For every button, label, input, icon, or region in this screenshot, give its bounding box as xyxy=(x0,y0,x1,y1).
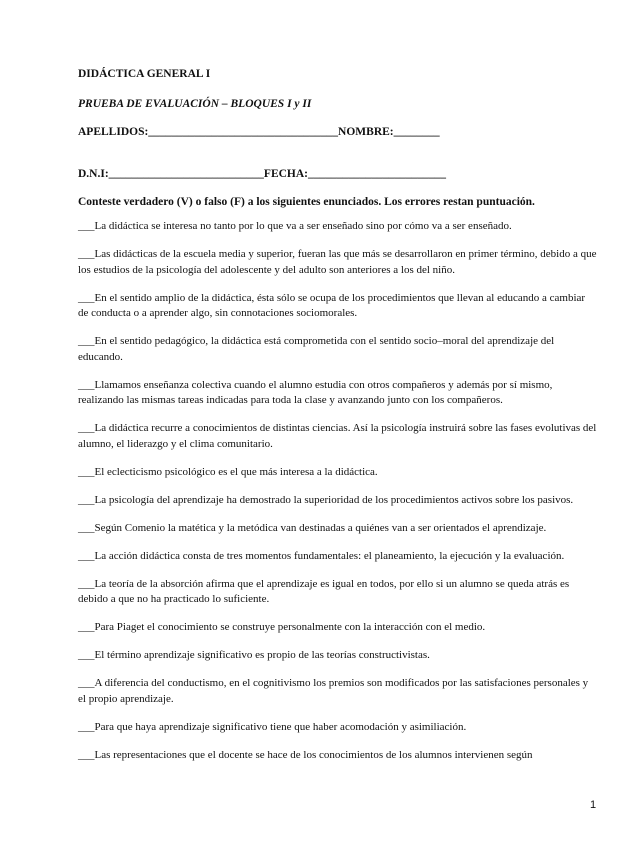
document-title: DIDÁCTICA GENERAL I xyxy=(78,68,211,80)
question-text: Según Comenio la matética y la metódica van destinadas a quiénes van a ser orientados el aprendizaje. xyxy=(94,521,547,534)
answer-blank: ___ xyxy=(78,549,95,562)
question-item xyxy=(78,291,598,322)
question-item xyxy=(78,247,598,278)
answer-blank: ___ xyxy=(78,220,95,232)
question-text: La didáctica se interesa no tanto por lo que va a ser enseñado sino por cómo va a ser enseñado. xyxy=(94,220,512,232)
question-item xyxy=(78,676,598,707)
answer-blank: ___ xyxy=(78,422,95,434)
answer-blank: ___ xyxy=(78,465,95,478)
id-date-fields-line: D.N.I:___________________________FECHA:________________________ xyxy=(78,168,446,180)
question-text: Las representaciones que el docente se hace de los conocimientos de los alumnos intervienen según xyxy=(94,748,533,761)
question-text: En el sentido pedagógico, la didáctica está comprometida con el sentido socio–moral del aprendizaje del educando. xyxy=(78,335,555,363)
question-text: La teoría de la absorción afirma que el aprendizaje es igual en todos, por ello si un alumno se queda atrás es debido a que no ha practicado lo suficiente. xyxy=(78,577,570,605)
document-subtitle: PRUEBA DE EVALUACIÓN – BLOQUES I y II xyxy=(78,98,312,110)
question-text: El término aprendizaje significativo es propio de las teorías constructivistas. xyxy=(94,649,430,661)
question-item xyxy=(78,334,598,365)
question-item xyxy=(78,378,598,409)
question-text: Las didácticas de la escuela media y superior, fueran las que más se desarrollaron en primer término, debido a que los estudios de la psicología del adolescente y del adulto son anteriores a los del niño. xyxy=(78,248,597,276)
question-item xyxy=(78,549,598,565)
question-text: La acción didáctica consta de tres momentos fundamentales: el planeamiento, la ejecución y la evaluación. xyxy=(94,549,565,562)
question-item xyxy=(78,521,598,537)
question-item xyxy=(78,219,598,235)
question-text: A diferencia del conductismo, en el cognitivismo los premios son modificados por las satisfaciones personales y el propio aprendizaje. xyxy=(78,677,589,705)
question-text: Para Piaget el conocimiento se construye personalmente con la interacción con el medio. xyxy=(94,621,486,633)
question-list xyxy=(78,219,598,776)
question-item xyxy=(78,648,598,664)
page-number: 1 xyxy=(590,799,597,811)
question-item xyxy=(78,421,598,452)
answer-blank: ___ xyxy=(78,493,95,506)
question-item xyxy=(78,577,598,608)
question-item xyxy=(78,620,598,636)
question-text: En el sentido amplio de la didáctica, ésta sólo se ocupa de los procedimientos que llevan al educando a cambiar de conducta o a aprender algo, sin connotaciones sociomorales. xyxy=(78,291,586,319)
answer-blank: ___ xyxy=(78,621,95,633)
question-text: Llamamos enseñanza colectiva cuando el alumno estudia con otros compañeros y además por sí mismo, realizando las mismas tareas indicadas para toda la clase y avanzando junto con los compañeros. xyxy=(78,378,553,406)
answer-blank: ___ xyxy=(78,291,95,304)
instructions: Conteste verdadero (V) o falso (F) a los siguientes enunciados. Los errores restan puntuación. xyxy=(78,196,535,208)
answer-blank: ___ xyxy=(78,378,95,391)
answer-blank: ___ xyxy=(78,248,95,260)
question-text: Para que haya aprendizaje significativo tiene que haber acomodación y asimiliación. xyxy=(94,720,467,733)
answer-blank: ___ xyxy=(78,335,95,347)
answer-blank: ___ xyxy=(78,677,95,689)
question-item xyxy=(78,720,598,736)
question-text: El eclecticismo psicológico es el que más interesa a la didáctica. xyxy=(94,465,378,478)
answer-blank: ___ xyxy=(78,748,95,761)
question-text: La psicología del aprendizaje ha demostrado la superioridad de los procedimientos activos sobre los pasivos. xyxy=(94,493,574,506)
answer-blank: ___ xyxy=(78,720,95,733)
name-fields-line: APELLIDOS:_________________________________NOMBRE:________ xyxy=(78,126,440,138)
answer-blank: ___ xyxy=(78,521,95,534)
answer-blank: ___ xyxy=(78,649,95,661)
question-item xyxy=(78,748,598,764)
question-text: La didáctica recurre a conocimientos de distintas ciencias. Así la psicología instruirá sobre las fases evolutivas del alumno, el liderazgo y el clima comunitario. xyxy=(78,422,597,450)
answer-blank: ___ xyxy=(78,577,95,590)
question-item xyxy=(78,465,598,481)
question-item xyxy=(78,493,598,509)
